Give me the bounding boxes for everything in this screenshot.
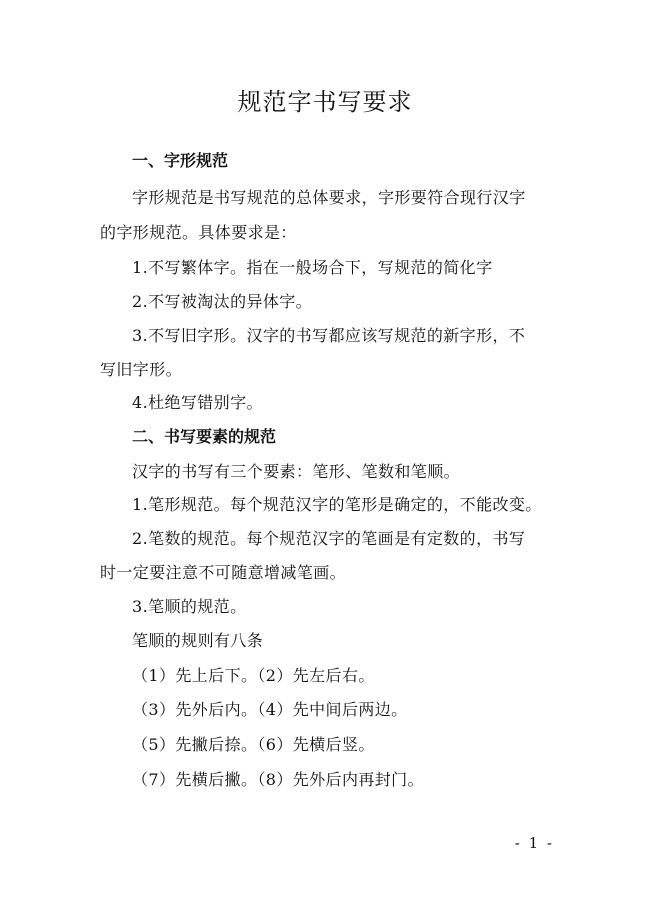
list-item: 2.不写被淘汰的异体字。	[132, 292, 313, 311]
rule-line: （7）先横后撇。（8）先外后内再封门。	[132, 770, 424, 789]
list-item: 4.杜绝写错别字。	[132, 393, 263, 412]
page-number: - 1 -	[514, 834, 554, 852]
rule-line: （3）先外后内。（4）先中间后两边。	[132, 700, 408, 719]
list-item: 1.笔形规范。每个规范汉字的笔形是确定的，不能改变。	[132, 495, 542, 514]
section-heading-glyph: 一、字形规范	[132, 151, 229, 170]
paragraph-line: 的字形规范。具体要求是：	[100, 223, 297, 242]
rule-line: （1）先上后下。（2）先左后右。	[132, 666, 375, 685]
rule-line: （5）先撇后捺。（6）先横后竖。	[132, 735, 375, 754]
paragraph-line: 汉字的书写有三个要素：笔形、笔数和笔顺。	[132, 462, 461, 481]
paragraph-line: 笔顺的规则有八条	[132, 631, 264, 650]
list-item: 1.不写繁体字。指在一般场合下，写规范的简化字	[132, 258, 493, 277]
list-item-continuation: 写旧字形。	[100, 360, 183, 379]
list-item-continuation: 时一定要注意不可随意增减笔画。	[100, 563, 347, 582]
paragraph-line: 字形规范是书写规范的总体要求，字形要符合现行汉字	[132, 188, 526, 207]
list-item: 3.不写旧字形。汉字的书写都应该写规范的新字形，不	[132, 326, 526, 345]
list-item: 3.笔顺的规范。	[132, 597, 247, 616]
document-title: 规范字书写要求	[237, 88, 413, 116]
section-heading-elements: 二、书写要素的规范	[132, 427, 277, 446]
list-item: 2.笔数的规范。每个规范汉字的笔画是有定数的，书写	[132, 529, 526, 548]
